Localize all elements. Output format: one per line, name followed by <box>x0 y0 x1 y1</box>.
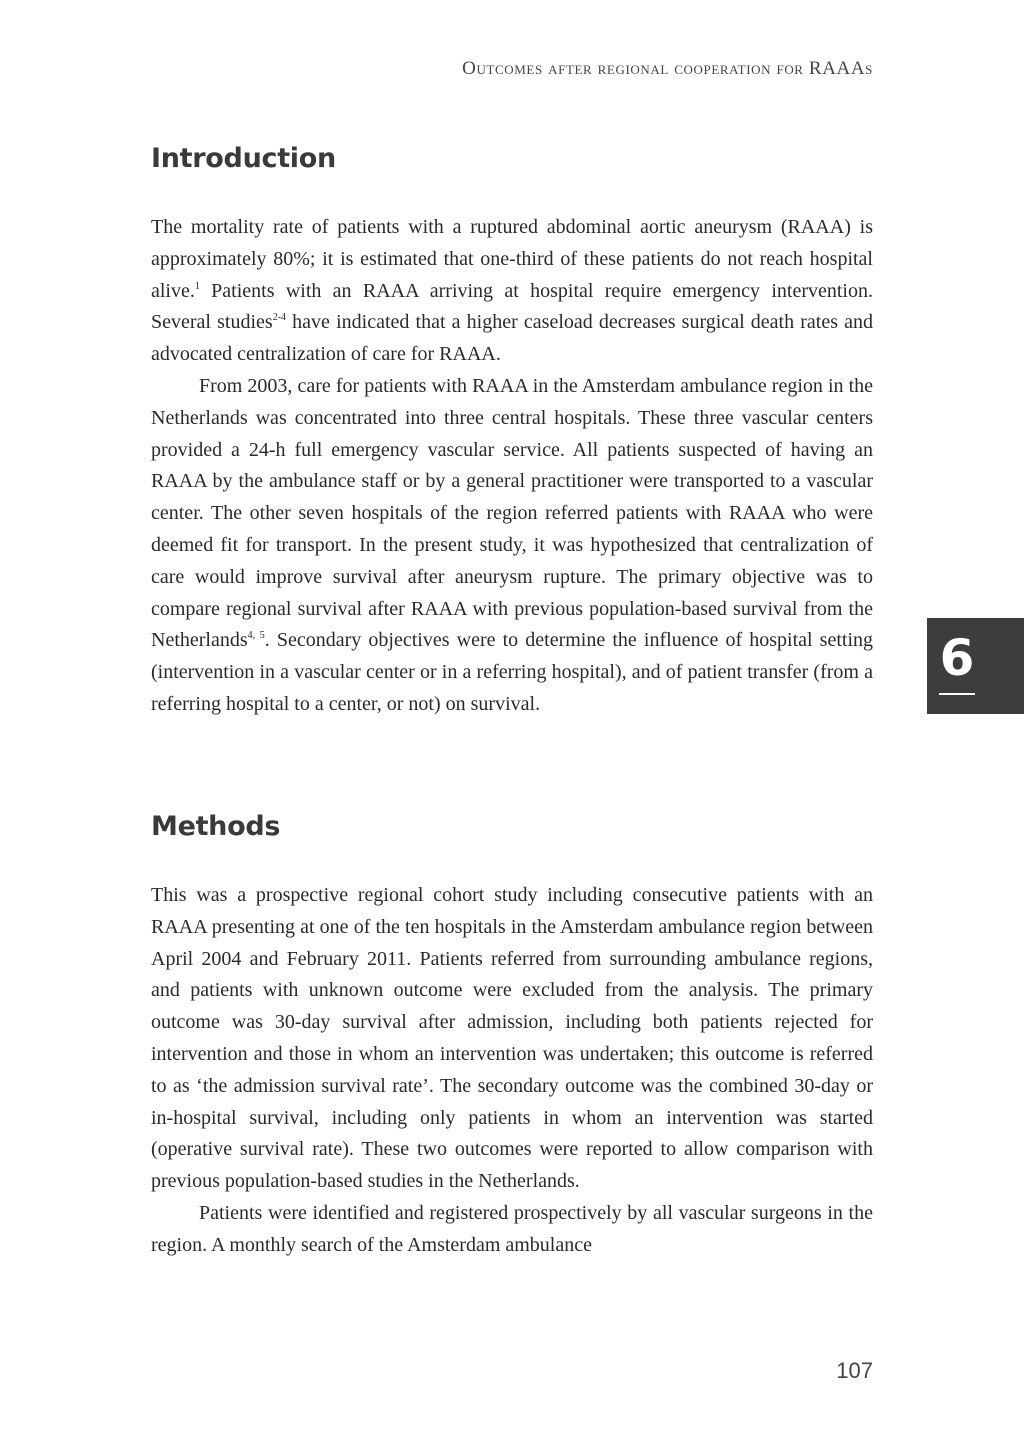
intro-p1-text-b: Patients with an RAAA arriving at hospital require emergency intervention. Several studies <box>151 279 873 334</box>
intro-p1-text-c: have indicated that a higher caseload decreases surgical death rates and advocated centralization of care for RAAA. <box>151 311 874 366</box>
chapter-tab <box>927 618 1024 714</box>
introduction-paragraph-2 <box>151 371 873 721</box>
introduction-paragraph-1 <box>151 212 873 371</box>
introduction-body <box>151 212 873 721</box>
methods-body <box>151 880 873 1262</box>
section-title-introduction: Introduction <box>151 143 336 174</box>
citation-ref: 2-4 <box>272 312 287 324</box>
chapter-number: 6 <box>939 629 975 687</box>
running-header: Outcomes after regional cooperation for RAAAs <box>462 58 873 79</box>
chapter-underline <box>939 693 975 695</box>
intro-p1-text-a: The mortality rate of patients with a ruptured abdominal aortic aneurysm (RAAA) is approximately 80%; it is estimated that one-third of these patients do not reach hospital alive. <box>151 216 873 302</box>
page-number: 107 <box>836 1358 873 1383</box>
methods-paragraph-1: This was a prospective regional cohort study including consecutive patients with an RAAA presenting at one of the ten hospitals in the Amsterdam ambulance region between April 2004 and February 2011. Patients referred from surrounding ambulance regions, and patients with unknown outcome were excluded from the analysis. The primary outcome was 30-day survival after admission, including both patients rejected for intervention and those in whom an intervention was undertaken; this outcome is referred to as ‘the admission survival rate’. The secondary outcome was the combined 30-day or in-hospital survival, including only patients in whom an intervention was started (operative survival rate). These two outcomes were reported to allow comparison with previous population-based studies in the Netherlands. <box>151 884 873 1193</box>
intro-p2-text-b: . Secondary objectives were to determine the influence of hospital setting (intervention in a vascular center or in a referring hospital), and of patient transfer (from a referring hospital to a center, or not) on survival. <box>151 629 874 715</box>
citation-ref: 1 <box>194 280 200 292</box>
methods-paragraph-2: Patients were identified and registered prospectively by all vascular surgeons in the region. A monthly search of the Amsterdam ambulance <box>151 1201 873 1256</box>
section-title-methods: Methods <box>151 811 281 842</box>
intro-p2-text-a: From 2003, care for patients with RAAA in the Amsterdam ambulance region in the Netherlands was concentrated into three central hospitals. These three vascular centers provided a 24-h full emergency vascular service. All patients suspected of having an RAAA by the ambulance staff or by a general practitioner were transported to a vascular center. The other seven hospitals of the region referred patients with RAAA who were deemed fit for transport. In the present study, it was hypothesized that centralization of care would improve survival after aneurysm rupture. The primary objective was to compare regional survival after RAAA with previous population-based survival from the Netherlands <box>151 374 873 652</box>
citation-ref: 4, 5 <box>247 630 265 642</box>
